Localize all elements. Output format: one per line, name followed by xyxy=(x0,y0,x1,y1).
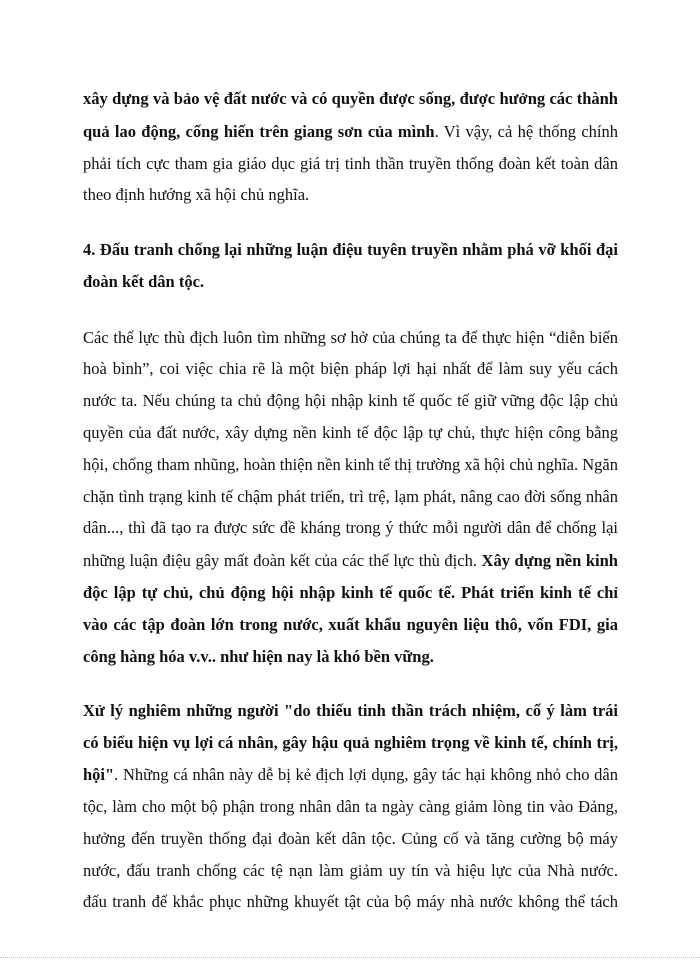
text-line xyxy=(83,153,618,175)
text-span: theo định hướng xã hội chủ nghĩa. xyxy=(83,185,310,204)
text-line xyxy=(83,891,618,913)
text-span: nước, đấu tranh chống các tệ nạn làm giảm uy tín và hiệu lực của Nhà nước. xyxy=(83,861,618,880)
text-span: đấu tranh để khắc phục những khuyết tật của bộ máy nhà nước không thể tách xyxy=(83,892,618,911)
text-span: những luận điệu gây mất đoàn kết của các thế lực thù địch. xyxy=(83,551,482,570)
text-span: độc lập tự chủ, chủ động hội nhập kinh tế quốc tế. Phát triển kinh tế chỉ xyxy=(83,583,618,602)
text-line xyxy=(83,454,618,476)
text-span: hưởng đến truyền thống đại đoàn kết dân tộc. Củng cố và tăng cường bộ máy xyxy=(83,829,618,848)
text-line xyxy=(83,828,618,850)
text-span: 4. Đấu tranh chống lại những luận điệu tuyên truyền nhằm phá vỡ khối đại xyxy=(83,240,618,259)
text-span: công hàng hóa v.v.. như hiện nay là khó bền vững. xyxy=(83,647,434,666)
text-line xyxy=(83,646,434,668)
text-span: có biểu hiện vụ lợi cá nhân, gây hậu quả nghiêm trọng về kinh tế, chính trị, xyxy=(83,733,618,752)
text-span: nước ta. Nếu chúng ta chủ động hội nhập kinh tế quốc tế giữ vững độc lập chủ xyxy=(83,391,618,410)
section-heading-line xyxy=(83,239,618,261)
text-span: Các thế lực thù địch luôn tìm những sơ hở của chúng ta để thực hiện “diễn biến xyxy=(83,328,618,347)
text-line xyxy=(83,517,618,539)
section-heading-line xyxy=(83,271,204,293)
text-line xyxy=(83,582,618,604)
text-line xyxy=(83,422,618,444)
text-span: Xử lý nghiêm những người "do thiếu tinh thần trách nhiệm, cố ý làm trái xyxy=(83,701,618,720)
text-span: . Vì vậy, cả hệ thống chính xyxy=(434,122,618,141)
text-line xyxy=(83,327,618,349)
text-line xyxy=(83,732,618,754)
text-line xyxy=(83,184,309,206)
text-line xyxy=(83,764,618,786)
text-span: dân..., thì đã tạo ra được sức đề kháng trong ý thức mỗi người dân để chống lại xyxy=(83,518,618,537)
text-span: hoà bình”, coi việc chia rẽ là một biện pháp lợi hại nhất để làm suy yếu cách xyxy=(83,359,618,378)
text-span: hội" xyxy=(83,765,115,784)
text-span: vào các tập đoàn lớn trong nước, xuất khẩu nguyên liệu thô, vốn FDI, gia xyxy=(83,615,618,634)
text-line xyxy=(83,358,618,380)
page-bottom-divider xyxy=(0,957,700,958)
text-span: tộc, làm cho một bộ phận trong nhân dân ta ngày càng giảm lòng tin vào Đảng, xyxy=(83,797,618,816)
text-line xyxy=(83,614,618,636)
text-line xyxy=(83,121,618,143)
text-span: quyền của đất nước, xây dựng nền kinh tế độc lập tự chủ, thực hiện công bằng xyxy=(83,423,618,442)
text-line xyxy=(83,860,618,882)
text-line xyxy=(83,390,618,412)
text-span: Xây dựng nền kinh xyxy=(481,551,618,570)
text-span: phải tích cực tham gia giáo dục giá trị tinh thần truyền thống đoàn kết toàn dân xyxy=(83,154,618,173)
text-span: hội, chống tham nhũng, hoàn thiện nền kinh tế thị trường xã hội chủ nghĩa. Ngăn xyxy=(83,455,618,474)
text-span: xây dựng và bảo vệ đất nước và có quyền được sống, được hưởng các thành xyxy=(83,89,618,108)
text-span: chặn tình trạng kinh tế chậm phát triển, trì trệ, lạm phát, nâng cao đời sống nhân xyxy=(83,487,618,506)
text-line xyxy=(83,486,618,508)
text-line xyxy=(83,550,618,572)
text-line xyxy=(83,700,618,722)
text-span: . Những cá nhân này dễ bị kẻ địch lợi dụng, gây tác hại không nhỏ cho dân xyxy=(114,765,618,784)
text-span: đoàn kết dân tộc. xyxy=(83,272,205,291)
text-line xyxy=(83,88,618,110)
text-span: quả lao động, cống hiến trên giang sơn của mình xyxy=(83,122,435,141)
text-line xyxy=(83,796,618,818)
